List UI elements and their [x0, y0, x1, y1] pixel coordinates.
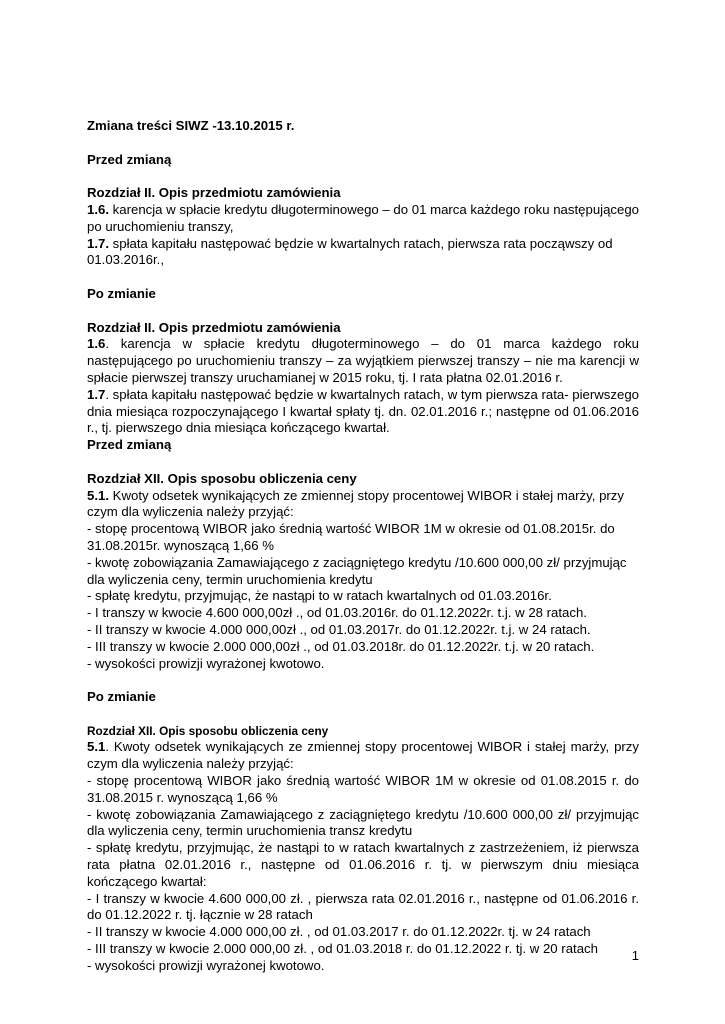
- paragraph-5-1: [87, 739, 639, 773]
- list-item: - I transzy w kwocie 4.600 000,00zł ., od 01.03.2016r. do 01.12.2022r. t.j. w 28 ratach.: [87, 605, 587, 621]
- chapter-heading: Rozdział XII. Opis sposobu obliczenia ceny: [87, 470, 357, 486]
- paragraph-5-1: [87, 488, 639, 522]
- list-item: - kwotę zobowiązania Zamawiającego z zaciągniętego kredytu /10.600 000,00 zł/ przyjmując dla wyliczenia ceny, termin uruchomienia transz kredytu: [87, 806, 639, 839]
- paragraph-1-7: [87, 236, 639, 270]
- chapter-heading: Rozdział XII. Opis sposobu obliczenia ceny: [87, 723, 329, 738]
- item-number: 1.6: [87, 336, 106, 352]
- item-number: 5.1: [87, 739, 106, 755]
- item-text: karencja w spłacie kredytu długoterminowego – do 01 marca każdego roku następującego po uruchomieniu transzy,: [87, 201, 640, 234]
- list-item: - II transzy w kwocie 4.000 000,00zł ., od 01.03.2017r. do 01.12.2022r. t.j. w 24 ratach.: [87, 621, 591, 637]
- paragraph-1-6: [87, 202, 639, 236]
- list-item: - II transzy w kwocie 4.000 000,00 zł. , od 01.03.2017 r. do 01.12.2022r. tj. w 24 ratach: [87, 924, 591, 940]
- before-change-label: Przed zmianą: [87, 437, 172, 453]
- document-title: Zmiana treści SIWZ -13.10.2015 r.: [87, 118, 295, 133]
- page-number: 1: [631, 948, 639, 963]
- item-number: 1.7: [87, 386, 106, 402]
- list-item: - wysokości prowizji wyrażonej kwotowo.: [87, 655, 325, 671]
- before-change-label: Przed zmianą: [87, 151, 172, 167]
- item-number: 1.6.: [87, 201, 109, 217]
- list-item: - spłatę kredytu, przyjmując, że nastąpi to w ratach kwartalnych z zastrzeżeniem, iż pierwsza rata płatna 02.01.2016 r., następne od 01.06.2016 r. tj. w pierwszym dniu miesiąca kończącego kwartał:: [87, 840, 639, 889]
- item-text: . Kwoty odsetek wynikających ze zmiennej stopy procentowej WIBOR i stałej marży, przy czym dla wyliczenia należy przyjąć:: [87, 739, 639, 772]
- item-number: 5.1.: [87, 487, 109, 503]
- after-change-label: Po zmianie: [87, 689, 156, 705]
- list-item: - kwotę zobowiązania Zamawiającego z zaciągniętego kredytu /10.600 000,00 zł/ przyjmując dla wyliczenia ceny, termin uruchomienia kredytu: [87, 554, 627, 587]
- chapter-heading: Rozdział II. Opis przedmiotu zamówienia: [87, 185, 341, 201]
- list-item: - wysokości prowizji wyrażonej kwotowo.: [87, 957, 325, 973]
- item-text: . spłata kapitału następować będzie w kwartalnych ratach, w tym pierwsza rata- pierwszego dnia miesiąca rozpoczynającego I kwartał spłaty tj. dn. 02.01.2016 r.; następne od 01.06.2016 r., tj. pierwszego dnia miesiąca kończącego kwartał.: [87, 386, 639, 436]
- item-text: spłata kapitału następować będzie w kwartalnych ratach, pierwsza rata począwszy od 01.03.2016r.,: [87, 235, 613, 268]
- after-change-label: Po zmianie: [87, 285, 156, 301]
- list-item: - spłatę kredytu, przyjmując, że nastąpi to w ratach kwartalnych od 01.03.2016r.: [87, 588, 552, 604]
- list-item: - III transzy w kwocie 2.000 000,00zł ., od 01.03.2018r. do 01.12.2022r. t.j. w 20 ratach.: [87, 638, 595, 654]
- item-number: 1.7.: [87, 235, 109, 251]
- item-text: Kwoty odsetek wynikających ze zmiennej stopy procentowej WIBOR i stałej marży, przy czym dla wyliczenia należy przyjąć:: [87, 487, 624, 520]
- list-item: - I transzy w kwocie 4.600 000,00 zł. , pierwsza rata 02.01.2016 r., następne od 01.06.2016 r. do 01.12.2022 r. tj. łącznie w 28 ratach: [87, 890, 639, 923]
- paragraph-1-6: [87, 336, 639, 386]
- document-page: [87, 118, 639, 975]
- list-item: - stopę procentową WIBOR jako średnią wartość WIBOR 1M w okresie od 01.08.2015 r. do 31.08.2015 r. wynoszącą 1,66 %: [87, 773, 639, 805]
- chapter-heading: Rozdział II. Opis przedmiotu zamówienia: [87, 319, 341, 335]
- item-text: . karencja w spłacie kredytu długoterminowego – do 01 marca każdego roku następującego po uruchomieniu transzy – za wyjątkiem pierwszej transzy – nie ma karencji w spłacie pierwszej transzy uruchamianej w 2015 roku, tj. I rata płatna 02.01.2016 r.: [87, 336, 639, 385]
- paragraph-1-7: [87, 387, 639, 437]
- list-item: - III transzy w kwocie 2.000 000,00 zł. , od 01.03.2018 r. do 01.12.2022 r. tj. w 20 ratach: [87, 941, 598, 957]
- list-item: - stopę procentową WIBOR jako średnią wartość WIBOR 1M w okresie od 01.08.2015r. do 31.08.2015r. wynoszącą 1,66 %: [87, 521, 615, 553]
